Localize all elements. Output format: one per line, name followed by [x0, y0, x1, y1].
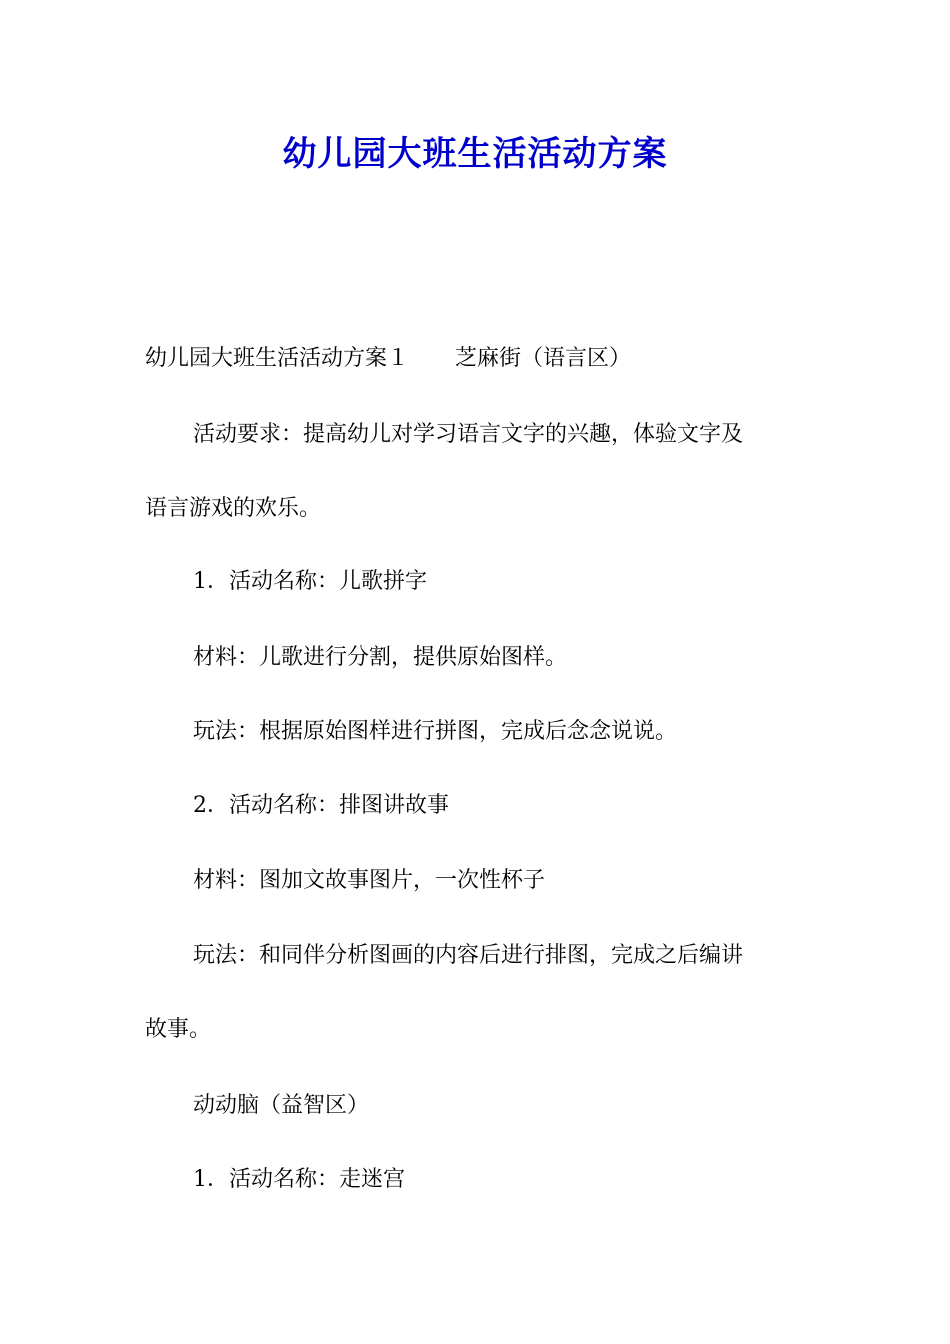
paragraph-line: 2．活动名称：排图讲故事 — [193, 793, 449, 818]
paragraph-line: 活动要求：提高幼儿对学习语言文字的兴趣，体验文字及 — [193, 422, 744, 447]
area-title-language: 芝麻街（语言区） — [455, 346, 632, 371]
section-heading — [145, 344, 810, 374]
paragraph-line: 玩法：和同伴分析图画的内容后进行排图，完成之后编讲 — [193, 943, 744, 968]
paragraph-line: 材料：儿歌进行分割，提供原始图样。 — [193, 645, 568, 670]
paragraph-line: 动动脑（益智区） — [193, 1093, 370, 1118]
document-title: 幼儿园大班生活活动方案 — [282, 134, 668, 174]
plan-title-1: 幼儿园大班生活活动方案１ — [145, 346, 410, 371]
paragraph-line: 1．活动名称：走迷宫 — [193, 1167, 405, 1192]
paragraph-line: 材料：图加文故事图片，一次性杯子 — [193, 868, 546, 893]
paragraph-line: 语言游戏的欢乐。 — [145, 496, 322, 521]
paragraph-line: 1．活动名称：儿歌拼字 — [193, 569, 427, 594]
paragraph-line: 故事。 — [145, 1017, 212, 1042]
paragraph-line: 玩法：根据原始图样进行拼图，完成后念念说说。 — [193, 719, 678, 744]
